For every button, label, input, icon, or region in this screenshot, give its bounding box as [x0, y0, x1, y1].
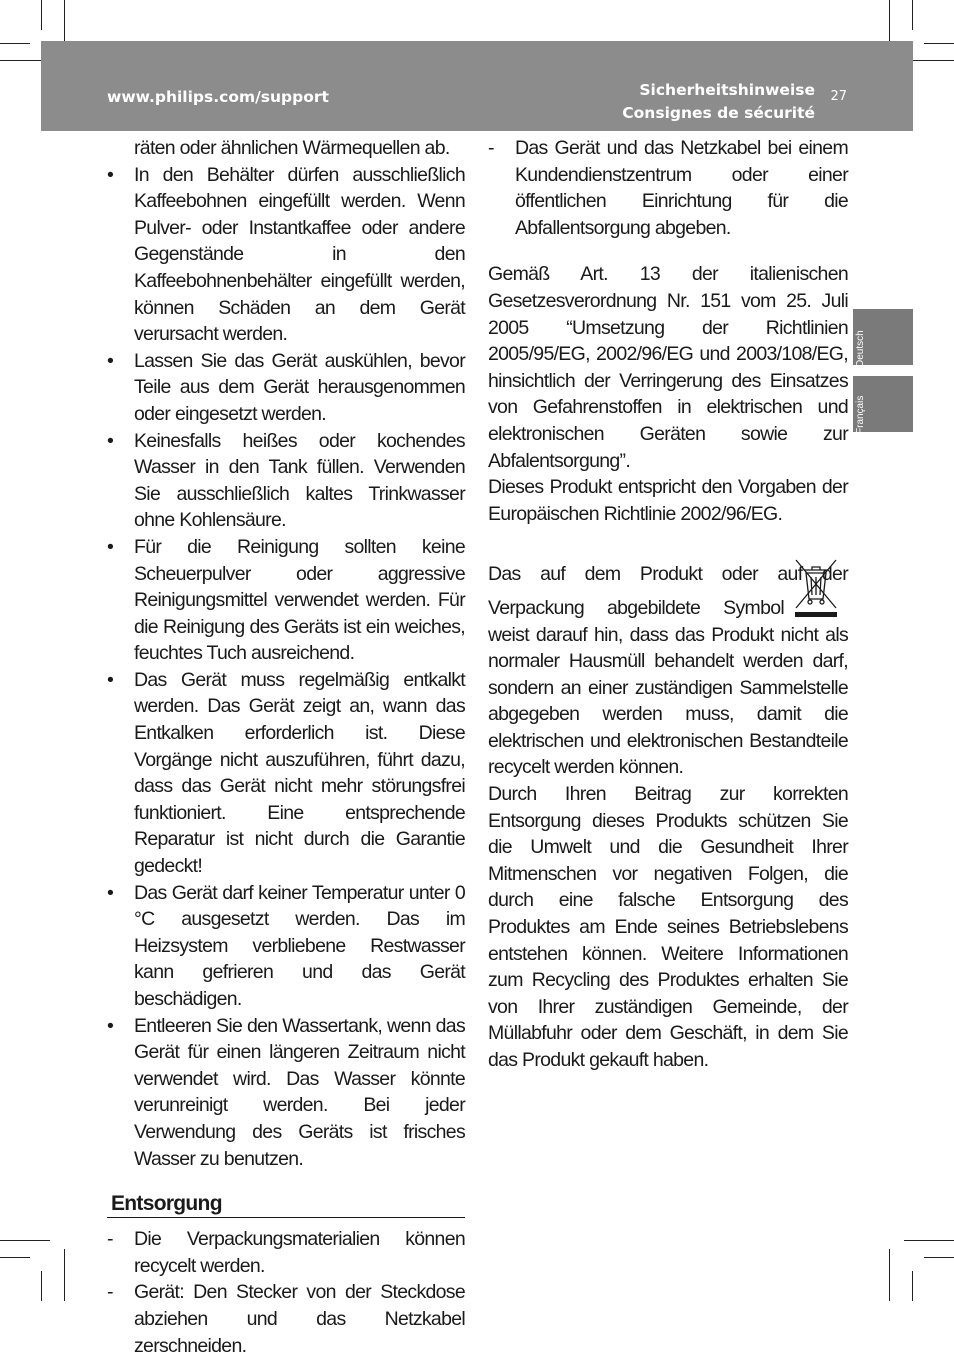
section-title — [622, 79, 815, 125]
section-title-fr: Consignes de sécurité — [622, 104, 815, 122]
list-item — [488, 135, 848, 241]
bullet-marker: • — [107, 349, 114, 372]
list-item — [107, 162, 465, 348]
crop-mark — [0, 1240, 50, 1241]
crop-mark — [904, 1240, 954, 1241]
section-heading-entsorgung: Entsorgung — [107, 1190, 465, 1218]
list-item — [107, 348, 465, 428]
directive-paragraph: Dieses Produkt entspricht den Vorgaben der Europäischen Richtlinie 2002/96/EG. — [488, 476, 848, 525]
tab-deutsch — [853, 309, 913, 365]
bullet-marker: • — [107, 535, 114, 558]
crop-mark — [924, 1257, 954, 1258]
bullet-marker: • — [107, 881, 114, 904]
bullet-marker: • — [107, 1014, 114, 1037]
symbol-text-before: Das auf dem Produkt oder auf der Verpackung abgebildete Symbol — [488, 563, 848, 619]
list-item — [107, 534, 465, 667]
crop-mark — [0, 1257, 30, 1258]
right-column — [488, 135, 848, 1074]
crop-mark — [889, 1249, 890, 1301]
tab-francais-label: Français — [855, 395, 866, 434]
crop-mark — [924, 43, 954, 44]
list-item-text: Das Gerät und das Netzkabel bei einem Kundendienstzentrum oder einer öffentlichen Einrichtung für die Abfallentsorgung abgeben. — [515, 137, 848, 239]
symbol-paragraph — [488, 561, 848, 781]
list-item — [107, 1226, 465, 1279]
bullet-marker: • — [107, 668, 114, 691]
weee-crossed-bin-icon — [790, 588, 842, 614]
page-number: 27 — [830, 89, 847, 104]
crop-mark — [41, 0, 42, 30]
list-item — [107, 1013, 465, 1173]
crop-mark — [912, 0, 913, 30]
continuation-text — [107, 135, 465, 162]
list-item-text: Die Verpackungsmaterialien können recycelt werden. — [134, 1228, 465, 1277]
list-item-text: Keinesfalls heißes oder kochendes Wasser in den Tank füllen. Verwenden Sie ausschließlich kaltes Trinkwasser ohne Kohlensäure. — [134, 429, 465, 532]
list-item — [107, 428, 465, 534]
list-item-text: Entleeren Sie den Wassertank, wenn das Gerät für einen längeren Zeitraum nicht verwendet wird. Das Wasser könnte verunreinigt werden. Bei jeder Verwendung des Geräts ist frisches Wasser zu benutzen. — [134, 1014, 465, 1170]
dash-marker: - — [488, 137, 494, 159]
crop-mark — [41, 1271, 42, 1301]
list-item — [107, 1279, 465, 1359]
list-item-text: Das Gerät darf keiner Temperatur unter 0 °C ausgesetzt werden. Das im Heizsystem verbliebene Restwasser kann gefrieren und das Gerät beschädigen. — [134, 881, 465, 1010]
list-item-text: In den Behälter dürfen ausschließlich Kaffeebohnen eingefüllt werden. Wenn Pulver- oder Instantkaffee oder andere Gegenstände in den Kaffeebohnenbehälter eingefüllt werden, können Schäden an dem Gerät verursacht werden. — [134, 163, 465, 346]
bullet-marker: • — [107, 429, 114, 452]
list-item — [107, 880, 465, 1013]
list-item — [107, 667, 465, 880]
tab-francais — [853, 376, 913, 432]
list-item-text: Das Gerät muss regelmäßig entkalkt werden. Das Gerät zeigt an, wann das Entkalken erforderlich ist. Diese Vorgänge nicht auszuführen, führt dazu, dass das Gerät nicht mehr störungsfrei funktioniert. Eine entsprechende Reparatur ist nicht durch die Garantie gedeckt! — [134, 668, 465, 878]
section-title-de: Sicherheitshinweise — [639, 81, 815, 99]
dash-marker: - — [107, 1281, 113, 1304]
list-item-text: Lassen Sie das Gerät auskühlen, bevor Teile aus dem Gerät herausgenommen oder eingesetzt werden. — [134, 349, 465, 425]
crop-mark — [912, 1271, 913, 1301]
continuation-label: räten oder ähnlichen Wärmequellen ab. — [134, 137, 450, 159]
support-url: www.philips.com/support — [107, 88, 329, 106]
tab-deutsch-label: Deutsch — [855, 330, 866, 367]
dash-marker: - — [107, 1228, 113, 1251]
legal-paragraph: Gemäß Art. 13 der italienischen Gesetzesverordnung Nr. 151 vom 25. Juli 2005 “Umsetzung der Richtlinien 2005/95/EG, 2002/96/EG und 2003/108/EG, hinsichtlich der Verringerung des Einsatzes von Gefahrenstoffen in elektrischen und elektronischen Geräten sowie zur Abfalentsorgung”. — [488, 263, 848, 472]
list-item-text: Für die Reinigung sollten keine Scheuerpulver oder aggressive Reinigungsmittel verwendet werden. Für die Reinigung des Geräts ist ein weiches, feuchtes Tuch ausreichend. — [134, 535, 465, 665]
bullet-marker: • — [107, 163, 114, 186]
page-header — [41, 41, 913, 131]
recycling-paragraph: Durch Ihren Beitrag zur korrekten Entsorgung dieses Produkts schützen Sie die Umwelt und die Gesundheit Ihrer Mitmenschen vor negativen Folgen, die durch eine falsche Entsorgung des Produktes am Ende seines Betriebslebens entstehen können. Weitere Informationen zum Recycling des Produktes erhalten Sie von Ihrer zuständigen Gemeinde, der Müllabfuhr oder dem Geschäft, in dem Sie das Produkt gekauft haben. — [488, 783, 848, 1071]
symbol-text-after: weist darauf hin, dass das Produkt nicht als normaler Hausmüll behandelt werden darf, sondern an einer zuständigen Sammelstelle abgegeben werden muss, damit die elektrischen und elektronischen Bestandteile recycelt werden können. — [488, 623, 848, 779]
left-column — [107, 135, 465, 1359]
crop-mark — [0, 43, 30, 44]
crop-mark — [64, 1249, 65, 1301]
list-item-text: Gerät: Den Stecker von der Steckdose abziehen und das Netzkabel zerschneiden. — [134, 1281, 465, 1357]
